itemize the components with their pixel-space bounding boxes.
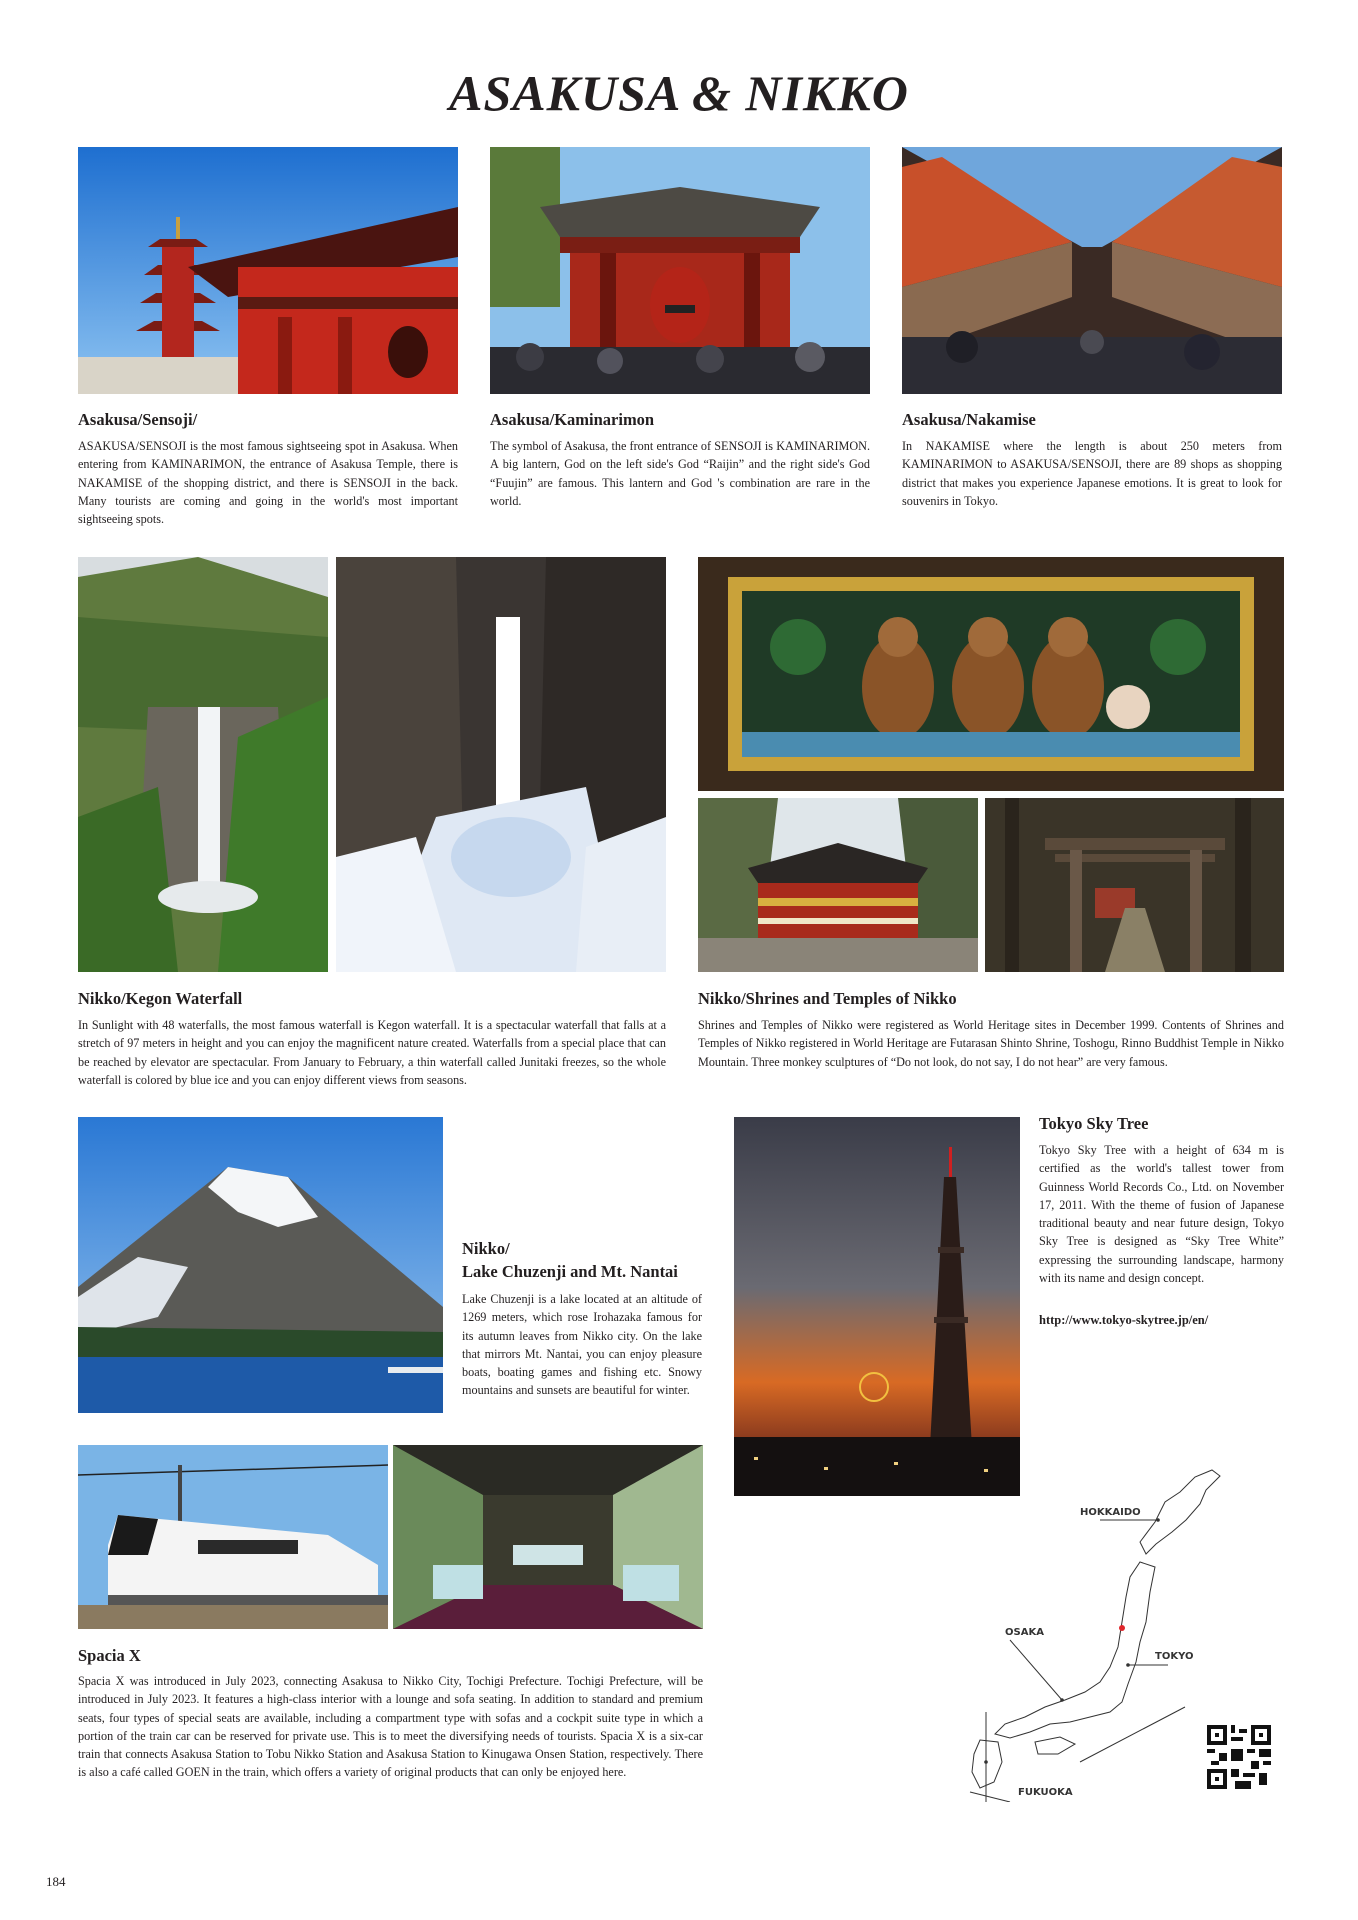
nakamise-description: In NAKAMISE where the length is about 250 meters from KAMINARIMON to ASAKUSA/SENSOJI, there are 89 shops as shopping district that makes you experience Japanese emotions. It is great to look for souvenirs in Tokyo.: [902, 439, 1282, 508]
kaminarimon-heading: Asakusa/Kaminarimon: [490, 410, 655, 429]
kegon-heading: Nikko/Kegon Waterfall: [78, 989, 243, 1008]
kegon-description: In Sunlight with 48 waterfalls, the most famous waterfall is Kegon waterfall. It is a spectacular waterfall that falls at a stretch of 97 meters in height and you can enjoy the magnificent nature created. Waterfalls from a special place that can be reached by elevator are spectacular. From January to February, a thin waterfall called Junitaki freezes, so the whole waterfall is colored by blue ice and you can enjoy different views from seasons.: [78, 1018, 666, 1087]
mt-nantai-lake-photo: [78, 1117, 443, 1413]
nikko-marker: [1119, 1625, 1125, 1631]
sensoji-heading: Asakusa/Sensoji/: [78, 410, 198, 429]
page-number: 184: [46, 1874, 66, 1889]
sensoji-description: ASAKUSA/SENSOJI is the most famous sightseeing spot in Asakusa. When entering from KAMINARIMON, the entrance of Asakusa Temple, there is NAKAMISE of the shopping district, and there is SENSOJI in the back. Many tourists are coming and going in the world's most important sightseeing spots.: [78, 439, 458, 527]
spacia-x-train-photo: [78, 1445, 388, 1629]
map-label-hokkaido: HOKKAIDO: [1080, 1507, 1141, 1518]
japan-map: [950, 1462, 1230, 1802]
tokyo-skytree-photo: [734, 1117, 1020, 1496]
skytree-url[interactable]: http://www.tokyo-skytree.jp/en/: [1039, 1313, 1209, 1327]
map-label-fukuoka: FUKUOKA: [1018, 1787, 1073, 1798]
map-label-tokyo: TOKYO: [1155, 1651, 1194, 1662]
kegon-waterfall-winter-photo: [336, 557, 666, 972]
kegon-waterfall-summer-photo: [78, 557, 328, 972]
kaminarimon-gate-photo: [490, 147, 870, 394]
toshogu-shrine-photo: [698, 798, 978, 972]
chuzenji-description: Lake Chuzenji is a lake located at an altitude of 1269 meters, which rose Irohazaka famous for its autumn leaves from Nikko city. On the lake that mirrors Mt. Nantai, you can enjoy pleasure boats, boating games and fishing etc. Snowy mountains and sunsets are beautiful for winter.: [462, 1292, 702, 1398]
skytree-description: Tokyo Sky Tree with a height of 634 m is certified as the world's tallest tower from Guinness World Records Co., Ltd. on November 17, 2011. With the theme of fusion of Japanese traditional beauty and near future design, Tokyo Sky Tree is designed as “Sky Tree White” expressing the surrounding landscape, harmony with its name and design concept.: [1039, 1143, 1284, 1286]
chuzenji-heading-line2: Lake Chuzenji and Mt. Nantai: [462, 1262, 678, 1281]
three-monkeys-carving-photo: [698, 557, 1284, 791]
spacia-heading: Spacia X: [78, 1646, 141, 1665]
qr-code[interactable]: [1207, 1725, 1271, 1789]
spacia-x-interior-photo: [393, 1445, 703, 1629]
page-title: ASAKUSA & NIKKO: [449, 65, 909, 121]
spacia-description: Spacia X was introduced in July 2023, connecting Asakusa to Nikko City, Tochigi Prefecture. Tochigi Prefecture, will be introduced in July 2023. It features a high-class interior with a lounge and sofa seating. In addition to standard and premium seats, four types of special seats are available, including a compartment type with sofas and a cockpit suite type in which a portion of the train car can be reserved for private use. This is to meet the diversifying needs of tourists. Spacia X is a six-car train that connects Asakusa Station to Tobu Nikko Station and Asakusa Station to Kinugawa Onsen Station, respectively. There is also a café called GOEN in the train, which offers a variety of original products that can only be enjoyed here.: [78, 1674, 703, 1780]
sensoji-temple-photo: [78, 147, 458, 394]
futarasan-torii-photo: [985, 798, 1284, 972]
skytree-heading: Tokyo Sky Tree: [1039, 1114, 1149, 1133]
map-label-osaka: OSAKA: [1005, 1627, 1044, 1638]
shrines-description: Shrines and Temples of Nikko were registered as World Heritage sites in December 1999. Contents of Shrines and Temples of Nikko registered in World Heritage are Futarasan Shinto Shrine, Toshogu, Rinno Buddhist Temple in Nikko Mountain. Three monkey sculptures of “Do not look, do not say, I do not hear” are very famous.: [698, 1018, 1284, 1069]
nakamise-heading: Asakusa/Nakamise: [902, 410, 1036, 429]
shrines-heading: Nikko/Shrines and Temples of Nikko: [698, 989, 957, 1008]
kaminarimon-description: The symbol of Asakusa, the front entrance of SENSOJI is KAMINARIMON. A big lantern, God on the left side's God “Raijin” and the right side's God “Fuujin” are famous. This lantern and God 's combination are rare in the world.: [490, 439, 870, 508]
nakamise-street-photo: [902, 147, 1282, 394]
chuzenji-heading-line1: Nikko/: [462, 1239, 510, 1258]
